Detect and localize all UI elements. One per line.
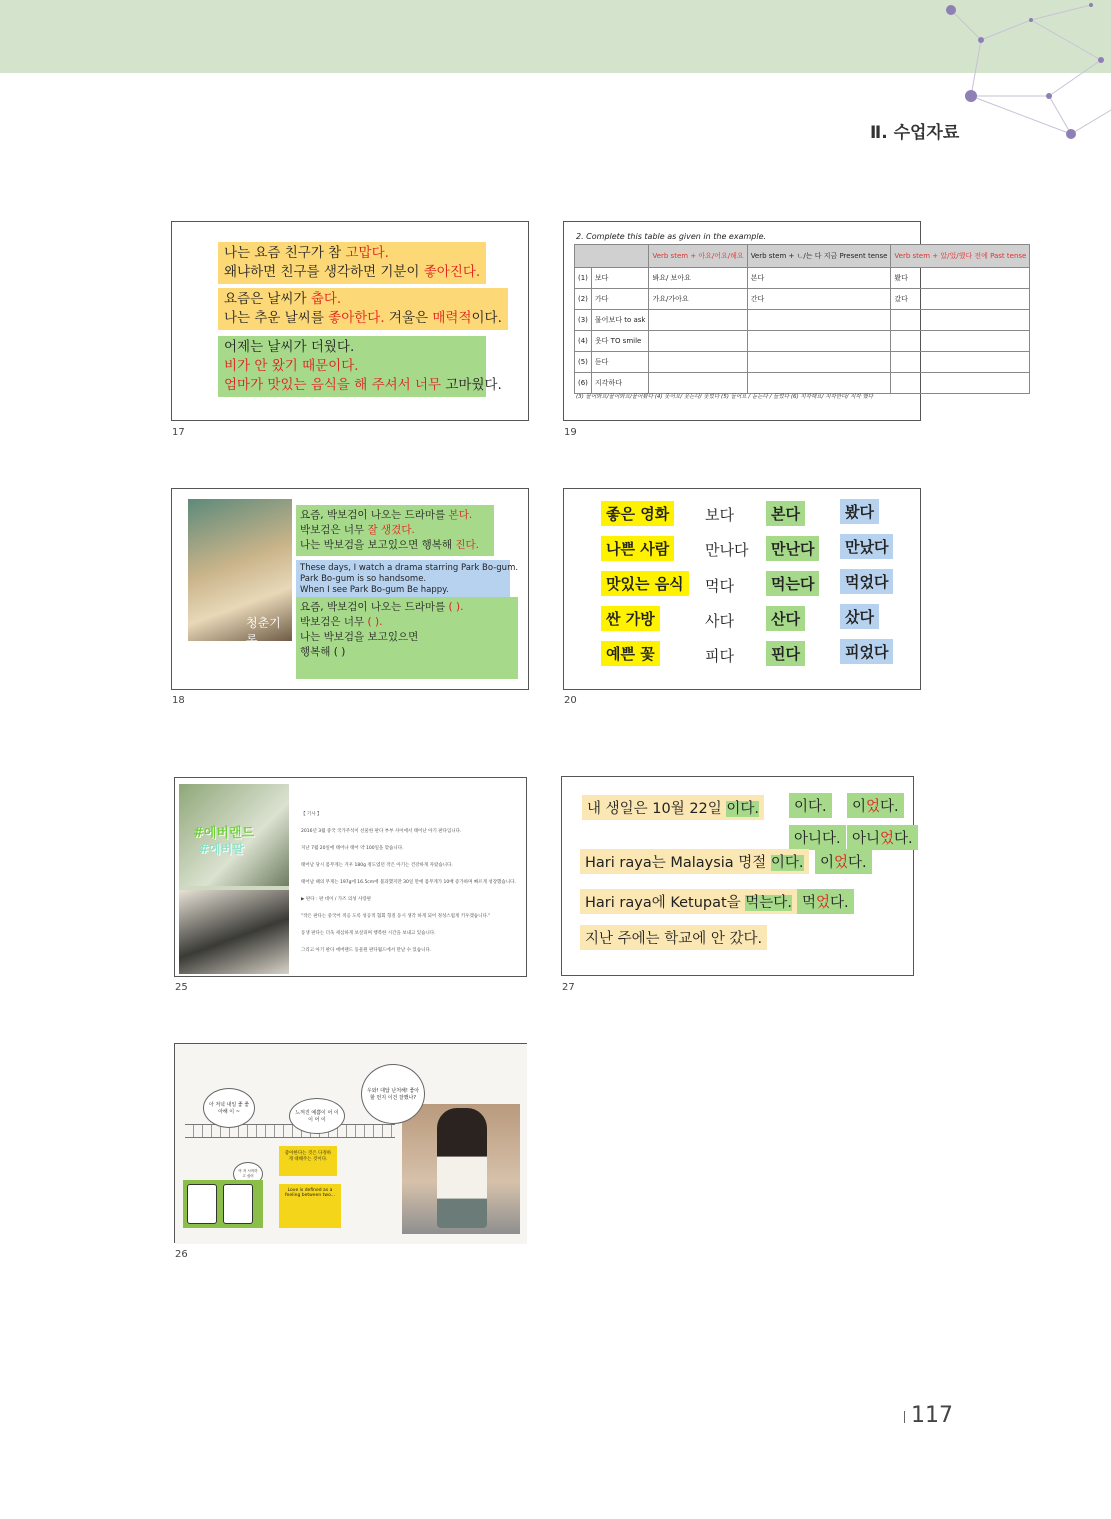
answer-past xyxy=(847,793,904,818)
panda-photo xyxy=(179,890,289,974)
slide-19 xyxy=(563,221,1027,421)
answer-present: 이다. xyxy=(789,793,832,818)
table-header xyxy=(575,245,649,268)
cell: 웃다 TO smile xyxy=(591,331,649,352)
text: 나는 박보검을 보고있으면 xyxy=(300,631,419,643)
text: 진다. xyxy=(455,539,479,551)
sentence xyxy=(580,925,767,950)
cell xyxy=(891,352,1030,373)
text: 요즘, 박보검이 나오는 드라마를 xyxy=(300,601,449,613)
text: "작은 판다는 중국어 적응 도록 성공적 협회 형질 동시 생각 하게 되어 정성스럽게 키우겠습니다." xyxy=(301,914,491,919)
cell xyxy=(649,352,747,373)
answer-past xyxy=(797,889,854,914)
text-block-3 xyxy=(218,336,502,397)
text: 엄마가 맛있는 음식을 해 주셔서 너무 xyxy=(224,377,446,393)
text: 었 xyxy=(880,831,895,847)
text: ▶ 판다 : 판 데이 / 가즈 의성 사랑판 xyxy=(301,897,372,902)
slide-number: 20 xyxy=(564,695,577,706)
verb-base: 피다 xyxy=(705,647,734,665)
noun-phrase: 예쁜 꽃 xyxy=(601,641,660,666)
cell: 봤다 xyxy=(891,268,1030,289)
slide-number: 18 xyxy=(172,695,185,706)
article-text xyxy=(301,806,521,959)
text: 비가 안 왔기 때문이다. xyxy=(224,358,359,374)
cell xyxy=(747,331,891,352)
text: 고맙다. xyxy=(345,245,389,261)
text: 먹 xyxy=(802,895,817,911)
text: 나는 추운 날씨를 xyxy=(224,310,329,326)
cell: (1) xyxy=(575,268,592,289)
slide-number: 25 xyxy=(175,982,188,993)
verb-base: 먹다 xyxy=(705,577,734,595)
cell: 보다 xyxy=(591,268,649,289)
text: 태어날 당시 몸무게는 겨우 180g 정도였던 작은 아기는 건강하게 자랐습니다. xyxy=(301,863,453,868)
hashtag: #에버랜드 xyxy=(193,826,255,841)
text: 요즘, 박보검이 나오는 드라마를 xyxy=(300,509,449,521)
text-box-korean xyxy=(296,505,494,556)
text: These days, I watch a drama starring Park Bo-gum. xyxy=(300,563,519,573)
cell: 봐요/ 보아요 xyxy=(649,268,747,289)
text: 지난 주에는 학교에 안 xyxy=(585,931,730,947)
text: Hari raya에 Ketupat을 xyxy=(585,895,746,911)
speech-bubble: 우와! 대답 난처해! 좋아할 먼지 이건 잘했나? xyxy=(361,1064,425,1124)
cell: (2) xyxy=(575,289,592,310)
cell: (3) xyxy=(575,310,592,331)
table-row xyxy=(575,310,1030,331)
slide-20 xyxy=(563,488,921,690)
poster-caption: 청춘기록 xyxy=(246,616,281,647)
answer-past xyxy=(847,825,918,850)
table-header: Verb stem + 았/었/했다 전에 Past tense xyxy=(891,245,1030,268)
text: 그리고 아기 판다 에버랜드 동물원 판다월드에서 만날 수 있습니다. xyxy=(301,948,432,953)
text: ( ). xyxy=(367,616,383,628)
sentence xyxy=(580,849,809,874)
text-block-1 xyxy=(218,242,486,284)
slide-27 xyxy=(561,776,914,976)
text: 지난 7월 20일에 태어나 태어 약 100일을 맞습니다. xyxy=(301,846,404,851)
slide-25 xyxy=(174,777,527,977)
phone-screen xyxy=(223,1184,253,1224)
text: 다. xyxy=(880,799,899,815)
text-box-blanks xyxy=(296,597,518,679)
slide-number: 27 xyxy=(562,982,575,993)
sentence xyxy=(580,889,797,914)
answer-present: 아니다. xyxy=(789,825,846,850)
definition-card: 좋아한다는 것은 다정하게 대해주는 것이다. xyxy=(279,1146,337,1176)
text: 다. xyxy=(830,895,849,911)
cell xyxy=(649,331,747,352)
table-row xyxy=(575,373,1030,394)
text: 갔다. xyxy=(729,931,763,947)
text: 다. xyxy=(848,855,867,871)
text: Hari raya는 Malaysia 명절 xyxy=(585,855,771,871)
section-title: Ⅱ. 수업자료 xyxy=(870,123,960,143)
speech-bubble: 느껴진 예쁨이 어 이 이 어 이 xyxy=(289,1098,345,1134)
text: 태어날 때의 무게는 197g에 16.5cm에 불과했지만 30일 만에 몸무게가 10배 증가하며 빠르게 성장했습니다. xyxy=(301,880,516,885)
page-number-text: 117 xyxy=(911,1403,953,1428)
text: 나는 박보검을 보고있으면 행복해 xyxy=(300,539,456,551)
cell xyxy=(891,373,1030,394)
slide-17 xyxy=(171,221,529,421)
table-row xyxy=(575,289,1030,310)
verb-past: 만났다 xyxy=(840,534,893,559)
text: 이다. xyxy=(726,801,760,817)
text: 었 xyxy=(834,855,849,871)
verb-present: 산다 xyxy=(766,606,805,631)
text: Park Bo-gum is so handsome. xyxy=(300,574,427,584)
text: 먹는다. xyxy=(745,895,792,911)
text: 이다. xyxy=(471,310,502,326)
verb-present xyxy=(766,571,819,596)
slide-number: 17 xyxy=(172,427,185,438)
text: 다. xyxy=(894,831,913,847)
noun-phrase: 싼 가방 xyxy=(601,606,660,631)
text: 어제는 날씨가 더웠다. xyxy=(224,339,355,355)
text: 내 생일은 10월 22일 xyxy=(587,801,727,817)
text: 고마웠다. xyxy=(445,377,502,393)
text: 왜냐하면 친구를 생각하면 기분이 xyxy=(224,264,424,280)
text: 매력적 xyxy=(432,310,472,326)
table-row xyxy=(575,331,1030,352)
speech-bubble: 아 저녁 내일 좋 좋아해 이 ~ xyxy=(203,1088,255,1128)
cell xyxy=(891,310,1030,331)
slide-18 xyxy=(171,488,529,690)
text: 아니 xyxy=(852,831,881,847)
table-header: Verb stem + 아요/어요/해요 xyxy=(649,245,747,268)
slide-number: 26 xyxy=(175,1249,188,1260)
cell xyxy=(747,352,891,373)
girl-illustration xyxy=(437,1108,487,1228)
definition-card: Love is defined as a feeling between two... xyxy=(279,1184,341,1228)
text: 2016년 3월 중국 국가주석이 선물한 판다 부부 사이에서 태어난 아기 판다입니다. xyxy=(301,829,462,834)
text: 행복해 ( ) xyxy=(300,646,346,658)
text: 박보검은 너무 xyxy=(300,616,368,628)
cell xyxy=(891,331,1030,352)
verb-past: 먹었다 xyxy=(840,569,893,594)
cell: 가요/가아요 xyxy=(649,289,747,310)
exercise-title: 2. Complete this table as given in the example. xyxy=(576,232,767,241)
cell: (6) xyxy=(575,373,592,394)
text: 이 xyxy=(820,855,835,871)
noun-phrase: 좋은 영화 xyxy=(601,501,674,526)
cell: (4) xyxy=(575,331,592,352)
cell xyxy=(649,310,747,331)
text-block-2 xyxy=(218,288,508,330)
text: ( ). xyxy=(448,601,464,613)
verb-past: 피었다 xyxy=(840,639,893,664)
text: 요즘은 날씨가 xyxy=(224,291,311,307)
cell xyxy=(747,310,891,331)
text: When I see Park Bo-gum Be happy. xyxy=(300,585,449,595)
railing-illustration xyxy=(185,1124,395,1138)
verb-base: 만나다 xyxy=(705,541,749,559)
speech-bubble: 아 저 시작하고 싶어 xyxy=(233,1162,263,1186)
phone-screen xyxy=(187,1184,217,1224)
noun-phrase: 맛있는 음식 xyxy=(601,571,689,596)
slide-number: 19 xyxy=(564,427,577,438)
text: 동생 판다는 더욱 세심하게 보살피며 행복한 시간을 보내고 있습니다. xyxy=(301,931,436,936)
text: 먹는다 xyxy=(771,575,815,593)
text: 잘 생겼다. xyxy=(367,524,415,536)
verb-base: 보다 xyxy=(705,506,734,524)
table-header: Verb stem + ㄴ/는 다 지금 Present tense xyxy=(747,245,891,268)
conjugation-table xyxy=(574,244,1030,394)
text: 겨울은 xyxy=(384,310,433,326)
cell: (5) xyxy=(575,352,592,373)
cell xyxy=(747,373,891,394)
verb-base: 사다 xyxy=(705,612,734,630)
cell xyxy=(649,373,747,394)
cell: 물어보다 to ask xyxy=(591,310,649,331)
table-row xyxy=(575,268,1030,289)
text: 좋아한다. xyxy=(328,310,385,326)
text-box-english xyxy=(296,560,519,599)
verb-present: 본다 xyxy=(766,501,805,526)
text: 나는 요즘 친구가 참 xyxy=(224,245,346,261)
cell: 본다 xyxy=(747,268,891,289)
answer-past xyxy=(815,849,872,874)
text: 본다. xyxy=(448,509,473,521)
table-row xyxy=(575,352,1030,373)
verb-past: 봤다 xyxy=(840,499,879,524)
cell: 듣다 xyxy=(591,352,649,373)
text: 이 xyxy=(852,799,867,815)
answer-key: (3) 물어봐요/물어봐요/물어봤다 (4) 웃어요/ 웃는다/ 웃었다 (5) 들어요 / 듣는다 / 들었다 (6) 지각해요/ 지각한다/ 지각 했다 xyxy=(576,394,874,400)
text: 박보검은 너무 xyxy=(300,524,368,536)
drama-poster-image xyxy=(188,499,292,647)
sentence xyxy=(582,795,764,820)
text: 었 xyxy=(866,799,881,815)
text: 춥다. xyxy=(310,291,342,307)
text: 었 xyxy=(816,895,831,911)
cell: 갔다 xyxy=(891,289,1030,310)
hashtag: #에버팔 xyxy=(199,842,244,856)
verb-past: 샀다 xyxy=(840,604,879,629)
text: 이다. xyxy=(770,855,804,871)
noun-phrase: 나쁜 사람 xyxy=(601,536,674,561)
text: 【 기사 】 xyxy=(301,812,322,817)
verb-present: 핀다 xyxy=(766,641,805,666)
page-number xyxy=(904,1403,953,1428)
phone-illustration xyxy=(183,1180,263,1228)
slide-26 xyxy=(174,1043,527,1243)
cell: 지각하다 xyxy=(591,373,649,394)
panda-photos xyxy=(179,784,289,974)
text: 좋아진다. xyxy=(423,264,481,280)
cell: 가다 xyxy=(591,289,649,310)
verb-present: 만난다 xyxy=(766,536,819,561)
cell: 간다 xyxy=(747,289,891,310)
